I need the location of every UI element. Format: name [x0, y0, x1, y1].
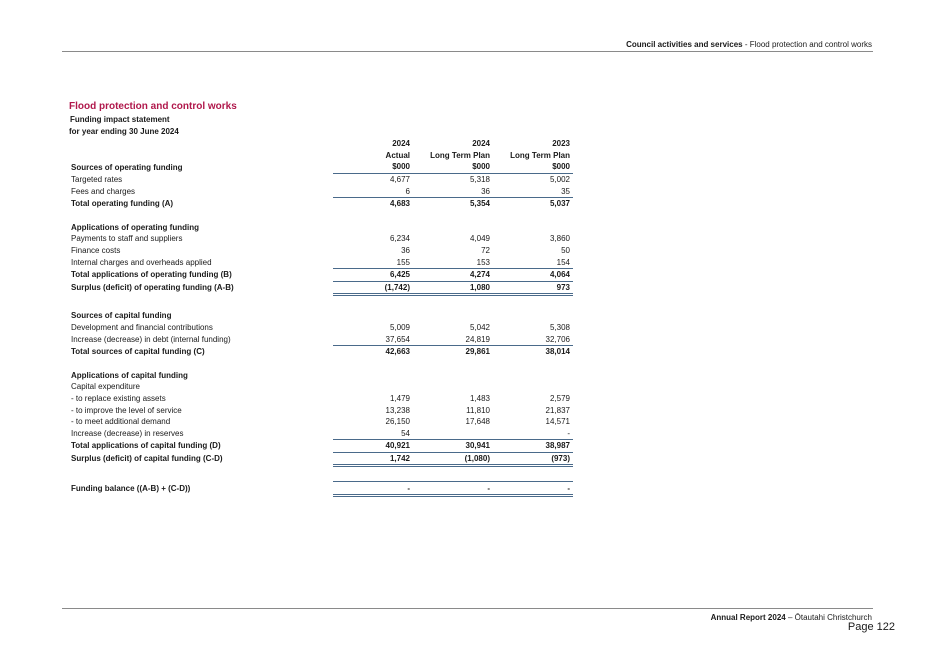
table-row-total [69, 268, 573, 281]
row-label: - to improve the level of service [71, 405, 182, 415]
row-label: Finance costs [71, 246, 121, 256]
cell: 17,648 [465, 417, 490, 427]
cell: 5,354 [469, 199, 490, 209]
cell: 35 [493, 185, 573, 197]
section-heading-row [69, 310, 573, 322]
section-heading: Applications of capital funding [71, 370, 188, 380]
table-row [69, 173, 573, 185]
cell: - [333, 482, 413, 496]
table-row-total [69, 345, 573, 357]
cell: 5,002 [549, 175, 570, 185]
cell: 1,483 [469, 393, 490, 403]
cell: 72 [481, 246, 490, 256]
row-label: Development and financial contributions [71, 323, 213, 333]
row-label: Internal charges and overheads applied [71, 257, 212, 267]
row-label: Payments to staff and suppliers [71, 234, 183, 244]
row-label: Surplus (deficit) of operating funding (A-B) [71, 283, 234, 293]
cell: 4,274 [413, 268, 493, 281]
col-header: 2023 [552, 139, 570, 149]
column-header-row-2 [69, 150, 573, 162]
cell: 54 [333, 427, 413, 439]
row-label: Surplus (deficit) of capital funding (C-D) [71, 454, 223, 464]
section-heading: Applications of operating funding [71, 222, 199, 232]
page-title: Flood protection and control works [69, 101, 237, 112]
cell: 973 [493, 281, 573, 295]
cell: 5,318 [469, 175, 490, 185]
running-header [626, 40, 872, 49]
cell: 5,308 [549, 323, 570, 333]
funding-impact-table [69, 138, 573, 497]
row-label: Increase (decrease) in reserves [71, 429, 184, 439]
cell: 4,683 [389, 199, 410, 209]
cell: 30,941 [413, 440, 493, 453]
section-heading-row [69, 370, 573, 382]
footer-report-title: Annual Report 2024 [710, 613, 786, 622]
cell: 40,921 [333, 440, 413, 453]
cell: 1,742 [333, 452, 413, 466]
col-header: 2024 [472, 139, 490, 149]
cell: 38,987 [493, 440, 573, 453]
cell: 3,860 [549, 234, 570, 244]
table-row [69, 381, 573, 393]
row-label: Increase (decrease) in debt (internal funding) [71, 334, 231, 344]
header-section: Council activities and services [626, 40, 743, 49]
col-header: Long Term Plan [510, 150, 570, 160]
cell: 6 [333, 185, 413, 197]
cell: (1,742) [333, 281, 413, 295]
col-header: $000 [413, 161, 493, 173]
column-header-row-3 [69, 161, 573, 173]
cell: 2,579 [549, 393, 570, 403]
statement-period: for year ending 30 June 2024 [69, 127, 179, 136]
cell: 32,706 [493, 333, 573, 345]
header-subsection: - Flood protection and control works [742, 40, 872, 49]
table-row-total [69, 440, 573, 453]
row-label: Total sources of capital funding (C) [71, 346, 205, 356]
col-header: Actual [385, 150, 410, 160]
cell: 155 [333, 256, 413, 268]
cell: 24,819 [413, 333, 493, 345]
table-row [69, 233, 573, 245]
table-row [69, 245, 573, 257]
cell: 5,009 [389, 323, 410, 333]
col-header: $000 [493, 161, 573, 173]
section-heading: Sources of capital funding [71, 311, 172, 321]
cell: (973) [493, 452, 573, 466]
cell: 5,037 [549, 199, 570, 209]
row-label: Fees and charges [71, 186, 136, 196]
cell: 5,042 [469, 323, 490, 333]
footer-report-city: – Ōtautahi Christchurch [785, 613, 872, 622]
col-header: 2024 [392, 139, 410, 149]
row-label: Total applications of capital funding (D) [71, 441, 221, 451]
cell: 37,654 [333, 333, 413, 345]
cell: 4,064 [493, 268, 573, 281]
cell: 13,238 [385, 405, 410, 415]
cell: 153 [413, 256, 493, 268]
row-label: - to replace existing assets [71, 393, 166, 403]
cell: - [493, 482, 573, 496]
table-row [69, 333, 573, 345]
cell: (1,080) [413, 452, 493, 466]
page-number: Page 122 [847, 621, 895, 633]
table-row [69, 416, 573, 428]
cell: 154 [493, 256, 573, 268]
cell: 1,479 [389, 393, 410, 403]
table-row [69, 322, 573, 334]
row-label: - to meet additional demand [71, 417, 171, 427]
cell: 42,663 [385, 347, 410, 357]
cell: 6,425 [333, 268, 413, 281]
cell: 50 [561, 246, 570, 256]
table-row [69, 404, 573, 416]
cell: 38,014 [545, 347, 570, 357]
cell: 36 [413, 185, 493, 197]
cell: 4,677 [389, 175, 410, 185]
row-label: Capital expenditure [71, 382, 140, 392]
table-row [69, 185, 573, 197]
table-row [69, 393, 573, 405]
col-header: Long Term Plan [430, 150, 490, 160]
cell: 6,234 [389, 234, 410, 244]
table-row [69, 427, 573, 439]
row-label: Funding balance ((A-B) + (C-D)) [71, 484, 191, 494]
cell: - [493, 427, 573, 439]
footer-rule [62, 608, 873, 609]
row-label: Total applications of operating funding (B) [71, 270, 232, 280]
cell: 14,571 [545, 417, 570, 427]
cell: - [413, 482, 493, 496]
cell [413, 427, 493, 439]
cell: 26,150 [385, 417, 410, 427]
cell: 36 [401, 246, 410, 256]
table-row-total [69, 482, 573, 496]
cell: 4,049 [469, 234, 490, 244]
section-heading-row [69, 222, 573, 234]
section-heading: Sources of operating funding [71, 162, 183, 172]
column-header-row-1 [69, 138, 573, 150]
table-row [69, 256, 573, 268]
cell: 21,837 [545, 405, 570, 415]
cell: 1,080 [413, 281, 493, 295]
header-rule [62, 51, 873, 52]
table-row-total [69, 281, 573, 295]
cell: 11,810 [466, 405, 490, 415]
row-label: Total operating funding (A) [71, 199, 174, 209]
statement-title: Funding impact statement [70, 115, 170, 124]
table-row-total [69, 452, 573, 466]
table-row-total [69, 197, 573, 209]
col-header: $000 [333, 161, 413, 173]
cell: 29,861 [465, 347, 490, 357]
row-label: Targeted rates [71, 174, 123, 184]
